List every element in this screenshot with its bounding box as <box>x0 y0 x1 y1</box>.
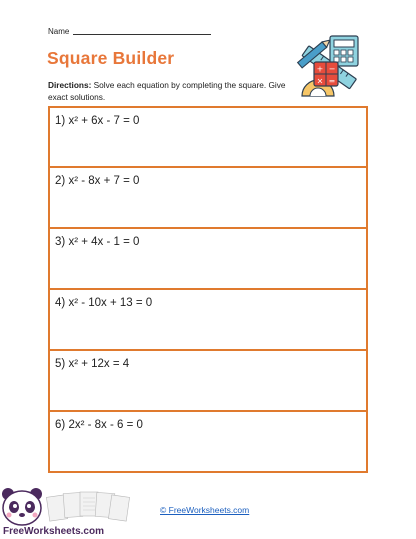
directions-text: Solve each equation by completing the square. Give exact solutions. <box>48 80 286 102</box>
footer-copyright-link[interactable]: © FreeWorksheets.com <box>160 505 250 515</box>
problem-box-4[interactable] <box>48 290 368 351</box>
svg-text:×: × <box>316 76 324 86</box>
problem-equation: x² + 6x - 7 = 0 <box>68 115 140 127</box>
freeworksheets-logo-icon <box>0 488 135 539</box>
logo-text: FreeWorksheets.com <box>3 526 104 537</box>
problem-equation: x² - 10x + 13 = 0 <box>68 297 153 309</box>
svg-text:−: − <box>328 64 336 74</box>
name-line[interactable] <box>73 34 211 35</box>
problem-number: 6) <box>55 419 66 431</box>
directions <box>48 80 298 103</box>
problem-number: 1) <box>55 115 66 127</box>
problem-box-1[interactable] <box>48 106 368 168</box>
worksheet-title: Square Builder <box>47 48 175 68</box>
name-label: Name <box>48 27 70 36</box>
problem-box-6[interactable] <box>48 412 368 473</box>
problem-box-5[interactable] <box>48 351 368 412</box>
problem-number: 5) <box>55 358 66 370</box>
problem-list <box>48 106 368 473</box>
svg-text:=: = <box>328 76 336 86</box>
problem-number: 3) <box>55 236 66 248</box>
problem-box-2[interactable] <box>48 168 368 229</box>
name-row <box>48 27 211 36</box>
problem-equation: x² - 8x + 7 = 0 <box>68 175 140 187</box>
svg-text:+: + <box>316 64 324 74</box>
math-tools-clipart-icon <box>292 34 362 100</box>
problem-number: 2) <box>55 175 66 187</box>
problem-equation: x² + 4x - 1 = 0 <box>68 236 140 248</box>
problem-equation: 2x² - 8x - 6 = 0 <box>68 419 143 431</box>
problem-equation: x² + 12x = 4 <box>68 358 130 370</box>
problem-number: 4) <box>55 297 66 309</box>
directions-label: Directions: <box>48 80 92 90</box>
problem-box-3[interactable] <box>48 229 368 290</box>
